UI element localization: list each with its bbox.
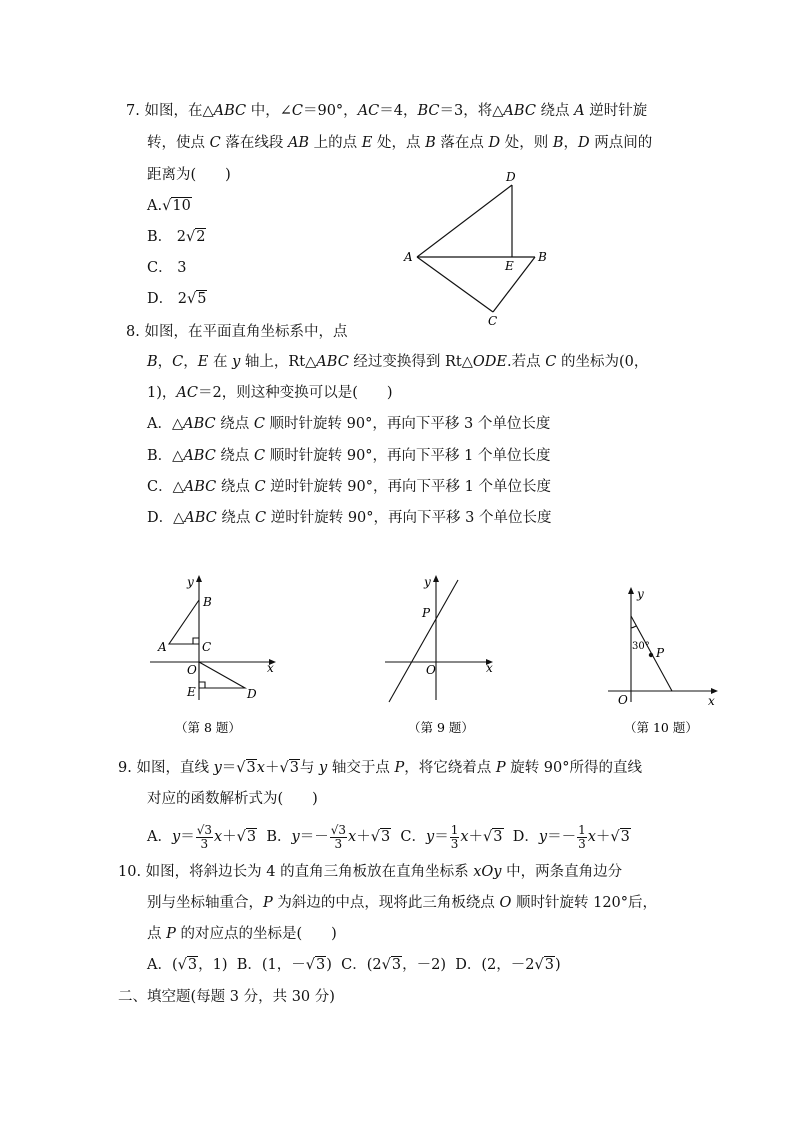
point-p xyxy=(649,653,653,657)
figure-9 xyxy=(380,572,510,742)
section-2-heading: 二、填空题(每题 3 分，共 30 分) xyxy=(118,989,335,1005)
q10-options xyxy=(147,955,561,975)
q7-line2: 转，使点 C 落在线段 AB 上的点 E 处，点 B 落在点 D 处，则 B，D 两点间的 xyxy=(147,135,653,151)
y-arrow xyxy=(433,575,439,582)
label-d: D xyxy=(506,170,516,184)
label-angle: 30° xyxy=(632,641,650,652)
angle-arc xyxy=(631,626,636,628)
q10-option-c: C．(2√3，－2) xyxy=(341,957,447,973)
q10-option-d: D．(2，－2√3) xyxy=(455,957,561,973)
label-a: A xyxy=(158,640,167,654)
q9-option-d: D．y＝－ $\frac{1}{3}$ x＋√3 xyxy=(512,822,630,851)
q9-option-c: C．y＝ $\frac{1}{3}$ x＋√3 xyxy=(400,822,503,851)
label-x: x xyxy=(267,661,274,675)
q8-line2: B，C，E 在 y 轴上，Rt△ABC 经过变换得到 Rt△ODE.若点 C 的坐标为(0， xyxy=(147,354,649,370)
label-p: P xyxy=(422,606,431,620)
q7-option-b: B． 2√2 xyxy=(147,229,206,245)
q9-option-a: A．y＝ $\frac{√3}{3}$ x＋√3 xyxy=(147,822,257,851)
q7-figure xyxy=(395,165,565,335)
label-x: x xyxy=(708,694,715,708)
figure-8 xyxy=(145,572,285,742)
q10-option-b: B．(1，－√3) xyxy=(236,957,332,973)
segment-ad xyxy=(417,185,512,257)
q10-line2: 别与坐标轴重合，P 为斜边的中点，现将此三角板绕点 O 顺时针旋转 120°后， xyxy=(147,895,658,911)
q8-line1: 8. 如图，在平面直角坐标系中，点 xyxy=(126,324,348,340)
caption-8: （第 8 题） xyxy=(175,720,241,735)
label-y: y xyxy=(187,575,194,589)
caption-9: （第 9 题） xyxy=(408,720,474,735)
label-y: y xyxy=(424,575,431,589)
label-y: y xyxy=(637,587,644,601)
q10-option-a: A．(√3，1) xyxy=(147,957,228,973)
label-b: B xyxy=(538,250,547,264)
label-d: D xyxy=(247,687,257,701)
segment-cb xyxy=(493,257,535,312)
q10-line3: 点 P 的对应点的坐标是( ) xyxy=(147,926,337,942)
triangle-abc xyxy=(169,600,199,644)
label-o: O xyxy=(187,663,197,677)
q10-line1: 10. 如图，将斜边长为 4 的直角三角板放在直角坐标系 xOy 中，两条直角边分 xyxy=(118,864,623,880)
figure-10 xyxy=(600,584,730,744)
label-x: x xyxy=(486,661,493,675)
q8-option-b: B．△ABC 绕点 C 顺时针旋转 90°，再向下平移 1 个单位长度 xyxy=(147,448,551,464)
q7-line1: 7. 如图，在△ABC 中，∠C＝90°，AC＝4，BC＝3，将△ABC 绕点 A 逆时针旋 xyxy=(126,103,648,119)
q8-option-d: D．△ABC 绕点 C 逆时针旋转 90°，再向下平移 3 个单位长度 xyxy=(147,510,552,526)
caption-10: （第 10 题） xyxy=(624,720,698,735)
q9-options xyxy=(147,822,631,852)
q7-option-a: A.√10 xyxy=(147,198,191,214)
q7-option-c: C． 3 xyxy=(147,260,187,276)
label-c: C xyxy=(488,314,498,328)
label-b: B xyxy=(203,595,212,609)
y-arrow xyxy=(196,575,202,582)
q9-line1: 9. 如图，直线 y＝√3x＋√3与 y 轴交于点 P，将它绕着点 P 旋转 90°所得的直线 xyxy=(118,760,643,776)
q8-option-a: A．△ABC 绕点 C 顺时针旋转 90°，再向下平移 3 个单位长度 xyxy=(147,416,551,432)
line-l xyxy=(389,580,458,702)
triangle-ode xyxy=(199,662,245,688)
right-angle-e xyxy=(199,682,205,688)
segment-ac xyxy=(417,257,493,312)
q8-option-c: C．△ABC 绕点 C 逆时针旋转 90°，再向下平移 1 个单位长度 xyxy=(147,479,551,495)
q9-line2: 对应的函数解析式为( ) xyxy=(147,791,318,807)
label-o: O xyxy=(618,693,628,707)
right-angle-c xyxy=(193,638,199,644)
label-c: C xyxy=(202,640,212,654)
label-o: O xyxy=(426,663,436,677)
q7-option-d: D． 2√5 xyxy=(147,291,207,307)
label-p: P xyxy=(656,646,665,660)
label-a: A xyxy=(404,250,413,264)
y-arrow xyxy=(628,587,634,594)
q7-line3: 距离为( ) xyxy=(147,167,231,183)
label-e: E xyxy=(187,685,196,699)
q8-line3: 1)，AC＝2，则这种变换可以是( ) xyxy=(147,385,393,401)
label-e: E xyxy=(505,259,514,273)
q9-option-b: B．y＝－ $\frac{√3}{3}$ x＋√3 xyxy=(266,822,391,851)
